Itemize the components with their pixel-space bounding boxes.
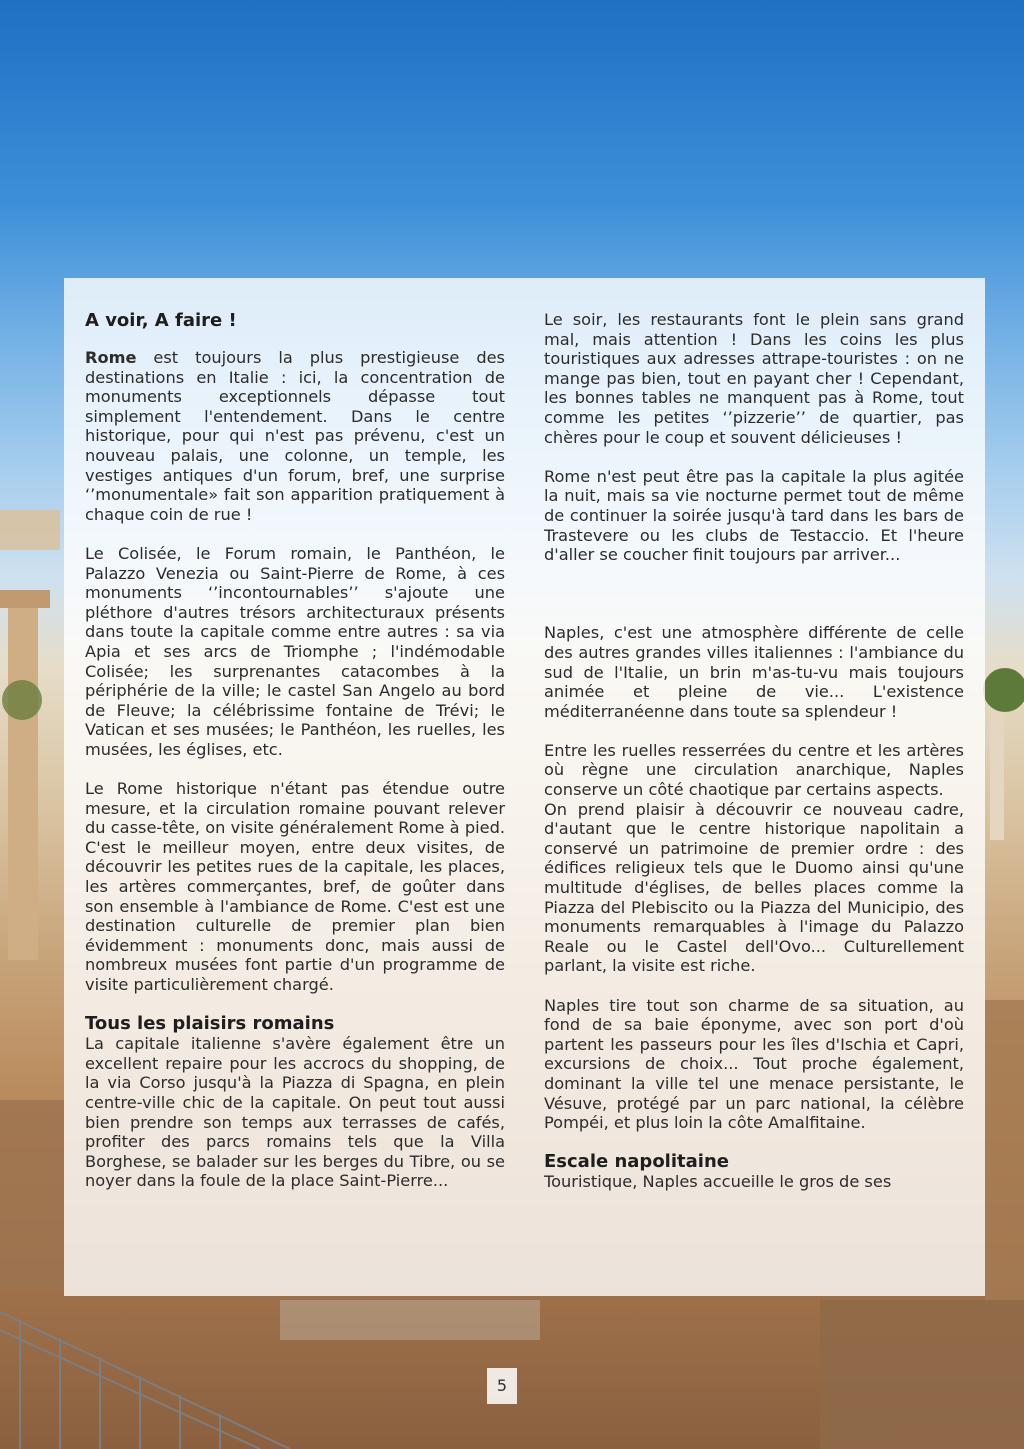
section-heading: A voir, A faire !	[85, 310, 237, 331]
paragraph: Naples tire tout son charme de sa situation, au fond de sa baie éponyme, avec son port d'où partent les passeurs pour les îles d'Ischia et Capri, excursions de choix... Tout proche également, dominant la ville tel une menace persistante, le Vésuve, protégé par un parc national, la célèbre Pompéi, et plus loin la côte Amalfitaine.	[544, 995, 964, 1133]
paragraph: Le Rome historique n'étant pas étendue outre mesure, et la circulation romaine pouvant relever du casse-tête, on visite généralement Rome à pied. C'est le meilleur moyen, entre deux visites, de découvrir les petites rues de la capitale, les places, les artères commerçantes, bref, de goûter dans son ensemble à l'ambiance de Rome. C'est est une destination culturelle de premier plan bien évidemment : monuments donc, mais aussi de nombreux musées font partie d'un programme de visite particulièrement chargé.	[85, 779, 505, 994]
article-panel	[64, 278, 985, 1296]
intro-text: est toujours la plus prestigieuse des destinations en Italie : ici, la concentration de monuments exceptionnels dépasse tout simplement l'entendement. Dans le centre historique, pour qui n'est pas prévenu, c'est un nouveau palais, une colonne, un temple, les vestiges antiques d'un forum, bref, une surprise ‘’monumentale» fait son apparition pratiquement à chaque coin de rue !	[85, 348, 505, 524]
subheading: Escale napolitaine	[544, 1151, 729, 1173]
right-column	[544, 310, 964, 1192]
page-number: 5	[487, 1368, 517, 1404]
subheading: Tous les plaisirs romains	[85, 1013, 335, 1035]
paragraph: Touristique, Naples accueille le gros de ses	[544, 1172, 892, 1192]
paragraph: Le Colisée, le Forum romain, le Panthéon, le Palazzo Venezia ou Saint-Pierre de Rome, à ces monuments ‘’incontournables’’ s'ajoute une pléthore d'autres trésors architecturaux présents dans toute la capitale comme entre autres : sa via Apia et ses arcs de Triomphe ; l'indémodable Colisée; les surprenantes catacombes à la périphérie de la ville; le castel San Angelo au bord de Fleuve; la célébrissime fontaine de Trévi; le Vatican et ses musées; le Panthéon, les ruelles, les musées, les églises, etc.	[85, 543, 505, 759]
paragraph: Entre les ruelles resserrées du centre et les artères où règne une circulation anarchique, Naples conserve un côté chaotique par certains aspects.	[544, 740, 964, 800]
intro-paragraph	[85, 348, 505, 524]
spacer	[544, 584, 964, 623]
paragraph: Rome n'est peut être pas la capitale la plus agitée la nuit, mais sa vie nocturne permet tout de même de continuer la soirée jusqu'à tard dans les bars de Trastevere ou les clubs de Testaccio. Et l'heure d'aller se coucher finit toujours par arriver...	[544, 466, 964, 565]
paragraph: Le soir, les restaurants font le plein sans grand mal, mais attention ! Dans les coins les plus touristiques aux adresses attrape-touristes : on ne mange pas bien, tout en payant cher ! Cependant, les bonnes tables ne manquent pas à Rome, tout comme les petites ‘’pizzerie’’ de quartier, pas chères pour le coup et souvent délicieuses !	[544, 310, 964, 447]
intro-bold-word: Rome	[85, 348, 137, 367]
paragraph: Naples, c'est une atmosphère différente de celle des autres grandes villes italiennes : l'ambiance du sud de l'Italie, un brin m'as-tu-vu mais toujours animée et pleine de vie... L'existence méditerranéenne dans toute sa splendeur !	[544, 623, 964, 721]
paragraph: On prend plaisir à découvrir ce nouveau cadre, d'autant que le centre historique napolitain a conservé un patrimoine de premier ordre : des édifices religieux tels que le Duomo ainsi qu'une multitude d'églises, de belles places comme la Piazza del Plebiscito ou la Piazza del Municipio, des monuments remarquables à l'image du Palazzo Reale ou le Castel dell'Ovo... Culturellement parlant, la visite est riche.	[544, 799, 964, 976]
paragraph: La capitale italienne s'avère également être un excellent repaire pour les accrocs du shopping, de la via Corso jusqu'à la Piazza di Spagna, en plein centre-ville chic de la capitale. On peut tout aussi bien prendre son temps aux terrasses de cafés, profiter des parcs romains tels que la Villa Borghese, se balader sur les berges du Tibre, ou se noyer dans la foule de la place Saint-Pierre...	[85, 1034, 505, 1191]
left-column	[85, 310, 505, 1191]
